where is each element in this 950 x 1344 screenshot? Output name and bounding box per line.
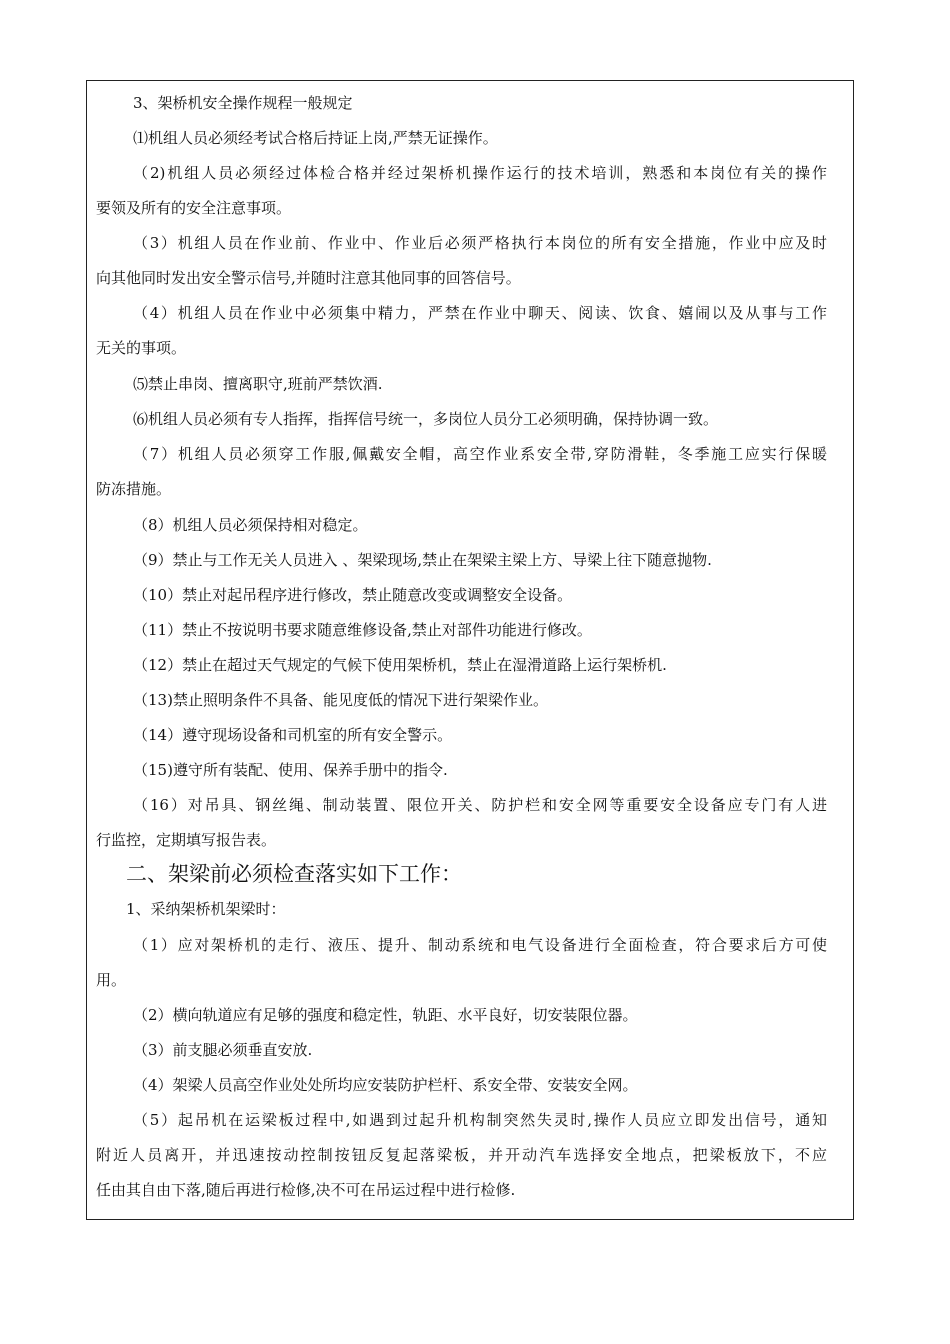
paragraph-line: ⑴机组人员必须经考试合格后持证上岗,严禁无证操作。 [133,129,498,147]
subsection-title: 3、架桥机安全操作规程一般规定 [133,94,353,112]
paragraph-line: 无关的事项。 [96,339,187,357]
paragraph-line: （4）机组人员在作业中必须集中精力，严禁在作业中聊天、阅读、饮食、嬉闹以及从事与工作 [133,304,827,322]
paragraph-line: 向其他同时发出安全警示信号,并随时注意其他同事的回答信号。 [96,269,521,287]
paragraph-line: （12）禁止在超过天气规定的气候下使用架桥机，禁止在湿滑道路上运行架桥机. [133,656,667,674]
paragraph-line: （16）对吊具、钢丝绳、制动装置、限位开关、防护栏和安全网等重要安全设备应专门有人进 [133,796,827,814]
paragraph-line: （2)机组人员必须经过体检合格并经过架桥机操作运行的技术培训，熟悉和本岗位有关的操作 [133,164,827,182]
paragraph-line: 防冻措施。 [96,480,172,498]
paragraph-line: 行监控，定期填写报告表。 [96,831,277,849]
paragraph-line: （2）横向轨道应有足够的强度和稳定性，轨距、水平良好，切安装限位器。 [133,1006,638,1024]
paragraph-line: （3）前支腿必须垂直安放. [133,1041,313,1059]
paragraph-line: 任由其自由下落,随后再进行检修,决不可在吊运过程中进行检修. [96,1181,516,1199]
paragraph-line: （4）架梁人员高空作业处处所均应安装防护栏杆、系安全带、安装安全网。 [133,1076,638,1094]
paragraph-line: （11）禁止不按说明书要求随意维修设备,禁止对部件功能进行修改。 [133,621,592,639]
subsection-title: 1、采纳架桥机架梁时： [126,900,286,918]
section-heading: 二、架梁前必须检查落实如下工作： [126,862,462,886]
paragraph-line: （7）机组人员必须穿工作服,佩戴安全帽，高空作业系安全带,穿防滑鞋，冬季施工应实行保暖 [133,445,827,463]
paragraph-line: （5）起吊机在运梁板过程中,如遇到过起升机构制突然失灵时,操作人员应立即发出信号，通知 [133,1111,827,1129]
paragraph-line: （13)禁止照明条件不具备、能见度低的情况下进行架梁作业。 [133,691,548,709]
paragraph-line: 附近人员离开，并迅速按动控制按钮反复起落梁板，并开动汽车选择安全地点，把梁板放下，不应 [96,1146,827,1164]
paragraph-line: 用。 [96,971,127,989]
paragraph-line: （10）禁止对起吊程序进行修改，禁止随意改变或调整安全设备。 [133,586,573,604]
paragraph-line: 要领及所有的安全注意事项。 [96,199,292,217]
paragraph-line: （9）禁止与工作无关人员进入 、架梁现场,禁止在架梁主梁上方、导梁上往下随意抛物. [133,551,712,569]
paragraph-line: （15)遵守所有装配、使用、保养手册中的指令. [133,761,448,779]
paragraph-line: （1）应对架桥机的走行、液压、提升、制动系统和电气设备进行全面检查，符合要求后方可使 [133,936,827,954]
paragraph-line: ⑸禁止串岗、擅离职守,班前严禁饮酒. [133,375,383,393]
paragraph-line: ⑹机组人员必须有专人指挥，指挥信号统一，多岗位人员分工必须明确，保持协调一致。 [133,410,719,428]
paragraph-line: （8）机组人员必须保持相对稳定。 [133,516,368,534]
paragraph-line: （3）机组人员在作业前、作业中、作业后必须严格执行本岗位的所有安全措施，作业中应及时 [133,234,827,252]
paragraph-line: （14）遵守现场设备和司机室的所有安全警示。 [133,726,453,744]
